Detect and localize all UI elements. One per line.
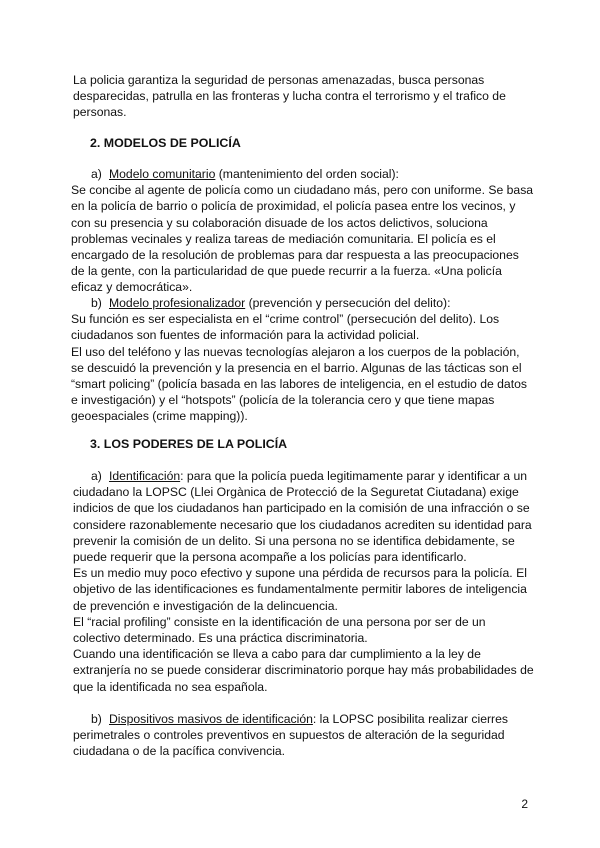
section-3-heading: 3. LOS PODERES DE LA POLICÍA bbox=[90, 437, 288, 451]
item-a-rest: (mantenimiento del orden social): bbox=[215, 167, 399, 181]
item-b3-paragraph bbox=[73, 711, 535, 760]
section-3-item-a bbox=[73, 468, 535, 695]
item-b3-rest: : la LOPSC posibilita realizar cierres perimetrales o controles preventivos en supuestos de alteración de la seguridad ciudadana o de la pacífica convivencia. bbox=[73, 712, 508, 759]
item-b-marker: b) bbox=[91, 296, 102, 310]
section-2-item-b bbox=[73, 295, 535, 425]
item-b3-term: Dispositivos masivos de identificación bbox=[109, 712, 313, 726]
item-b-header bbox=[73, 295, 535, 311]
item-a3-term: Identificación bbox=[109, 469, 181, 483]
page-number: 2 bbox=[521, 797, 528, 811]
item-a3-body-1: Es un medio muy poco efectivo y supone una pérdida de recursos para la policía. El objetivo de las identificaciones es fundamentalmente permitir labores de inteligencia de prevención e investigación de la delincuencia. bbox=[73, 566, 527, 613]
item-a3-body-3: Cuando una identificación se lleva a cabo para dar cumplimiento a la ley de extranjería no se puede considerar discriminatorio porque hay más probabilidades de que la identificada no sea española. bbox=[73, 647, 534, 694]
item-a3-marker: a) bbox=[91, 469, 102, 483]
item-b-rest: (prevención y persecución del delito): bbox=[245, 296, 451, 310]
section-3-item-b bbox=[73, 711, 535, 760]
item-a3-paragraph bbox=[73, 468, 535, 565]
section-2-item-a bbox=[73, 166, 535, 296]
item-a-header bbox=[73, 166, 535, 182]
item-a3-body-2: El “racial profiling” consiste en la identificación de una persona por ser de un colectivo determinado. Es una práctica discriminatoria. bbox=[73, 614, 486, 646]
item-b-body-2: El uso del teléfono y las nuevas tecnologías alejaron a los cuerpos de la población, se descuidó la prevención y la presencia en el barrio. Algunas de las tácticas son el “smart policing” (policía basada en las labores de inteligencia, en el estudio de datos e investigación) y el “hotspots” (policía de la tolerancia cero y que tiene mapas geoespaciales (crime mapping)). bbox=[71, 344, 527, 424]
item-a3-rest: : para que la policía pueda legitimamente parar y identificar a un ciudadano la LOPSC (Llei Orgànica de Protecció de la Seguretat Ciutadana) exige indicios de que los ciudadanos han participado en la comisión de una infracción o se considere razonablemente necesario que los ciudadanos acrediten su identidad para prevenir la comisión de un delito. Si una persona no se identifica debidamente, se puede requerir que la persona acompañe a los policías para identificarlo. bbox=[73, 469, 532, 565]
item-a-marker: a) bbox=[91, 167, 102, 181]
item-b3-marker: b) bbox=[91, 712, 102, 726]
section-2-heading: 2. MODELOS DE POLICÍA bbox=[90, 136, 241, 150]
item-b-body-1: Su función es ser especialista en el “crime control” (persecución del delito). Los ciudadanos son fuentes de información para la actividad policial. bbox=[71, 312, 500, 343]
item-a-body: Se concibe al agente de policía como un ciudadano más, pero con uniforme. Se basa en la policía de barrio o policía de proximidad, el policía pasea entre los vecinos, y con su presencia y su colaboración disuade de los actos delictivos, soluciona problemas vecinales y realiza tareas de mediación comunitaria. El policía es el encargado de la resolución de problemas para dar respuesta a las preocupaciones de la gente, con la particularidad de que puede recurrir a la fuerza. «Una policía eficaz y democrática». bbox=[71, 183, 534, 295]
intro-paragraph: La policia garantiza la seguridad de personas amenazadas, busca personas desparecidas, patrulla en las fronteras y lucha contra el terrorismo y el trafico de personas. bbox=[73, 73, 506, 120]
item-a-term: Modelo comunitario bbox=[109, 167, 216, 181]
item-b-term: Modelo profesionalizador bbox=[109, 296, 246, 310]
